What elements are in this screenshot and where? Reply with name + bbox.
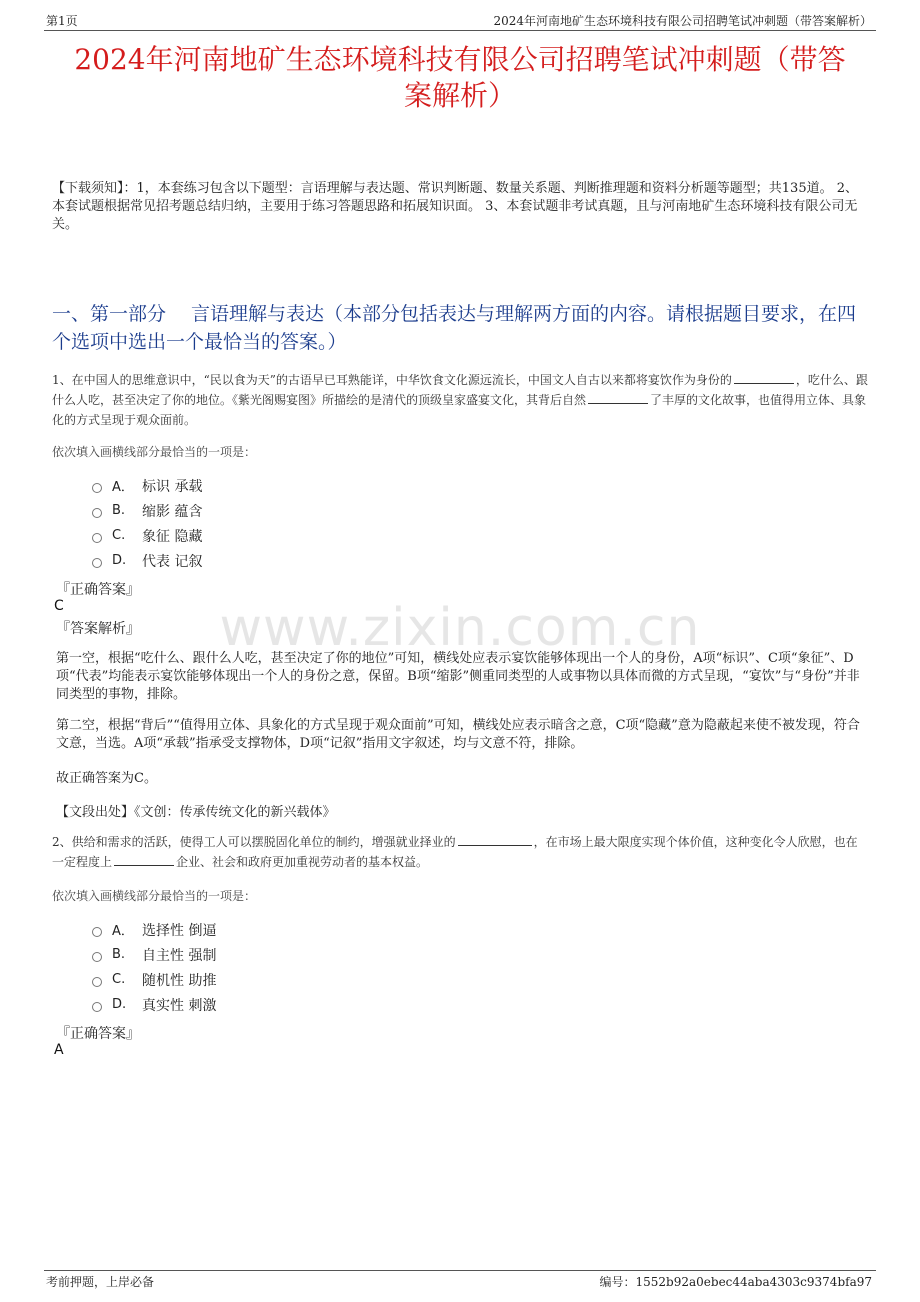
question-2-text-c: 企业、社会和政府更加重视劳动者的基本权益。 <box>176 855 429 869</box>
option-letter: B. <box>112 503 126 518</box>
question-1-option-d[interactable] <box>92 548 202 573</box>
option-letter: D. <box>112 553 127 568</box>
page-footer <box>44 1270 876 1289</box>
option-text: 象征 隐藏 <box>142 528 203 545</box>
question-2-prompt: 依次填入画横线部分最恰当的一项是： <box>52 889 257 903</box>
question-1-analysis-label: 『答案解析』 <box>56 621 140 637</box>
question-1-option-a[interactable] <box>92 473 202 498</box>
question-1-option-b[interactable] <box>92 498 202 523</box>
question-2-option-d[interactable] <box>92 992 216 1017</box>
watermark: www.zixin.com.cn <box>219 598 701 658</box>
option-text: 真实性 刺激 <box>142 997 217 1014</box>
document-title-line-2: 案解析） <box>403 79 516 112</box>
question-2-blank-1 <box>458 833 532 846</box>
question-2-options <box>92 917 216 1017</box>
question-1-analysis-2: 第二空，根据“背后”“值得用立体、具象化的方式呈现于观众面前”可知，横线处应表示暗含之意，C项“隐藏”意为隐蔽起来使不被发现，符合文意，当选。A项“承载”指承受支撑物体，D项“记叙”指用文字叙述，均与文意不符，排除。 <box>56 718 860 751</box>
question-1-blank-1 <box>734 371 794 384</box>
question-1-prompt: 依次填入画横线部分最恰当的一项是： <box>52 445 257 459</box>
option-text: 自主性 强制 <box>142 947 217 964</box>
radio-icon[interactable] <box>92 533 102 543</box>
question-1-conclusion: 故正确答案为C。 <box>56 771 157 786</box>
radio-icon[interactable] <box>92 1002 102 1012</box>
question-2-option-c[interactable] <box>92 967 216 992</box>
question-2-answer: A <box>54 1042 64 1058</box>
download-notice: 【下载须知】：1，本套练习包含以下题型：言语理解与表达题、常识判断题、数量关系题、判断推理题和资料分析题等题型；共135道。 2、本套试题根据常见招考题总结归纳，主要用于练习答题思路和拓展知识面。 3、本套试题非考试真题，且与河南地矿生态环境科技有限公司无关。 <box>52 181 858 232</box>
question-2-text-a: 2、供给和需求的活跃，使得工人可以摆脱固化单位的制约，增强就业择业的 <box>52 835 456 849</box>
question-1-answer-label: 『正确答案』 <box>56 582 140 598</box>
page-number: 第1页 <box>46 14 78 28</box>
question-1-stem <box>52 370 868 430</box>
question-1-answer: C <box>54 598 64 614</box>
question-1-text-a: 1、在中国人的思维意识中，“民以食为天”的古语早已耳熟能详，中华饮食文化源远流长，中国文人自古以来都将宴饮作为身份的 <box>52 373 732 387</box>
radio-icon[interactable] <box>92 952 102 962</box>
document-title <box>44 42 876 114</box>
option-letter: A． <box>112 480 134 495</box>
question-2-blank-2 <box>114 853 174 866</box>
question-2-text-b: ，在市场上最大限度实现个体价值，这种变化令人欣慰，也在一定程度上 <box>52 835 858 869</box>
option-letter: C. <box>112 528 126 543</box>
radio-icon[interactable] <box>92 483 102 493</box>
option-text: 标识 承载 <box>142 478 203 495</box>
question-2-option-a[interactable] <box>92 917 216 942</box>
question-1-options <box>92 473 202 573</box>
radio-icon[interactable] <box>92 558 102 568</box>
footer-doc-id: 编号：1552b92a0ebec44aba4303c9374bfa97 <box>599 1275 872 1289</box>
option-text: 代表 记叙 <box>142 553 203 570</box>
option-letter: C. <box>112 972 126 987</box>
option-text: 选择性 倒逼 <box>142 922 217 939</box>
question-2-answer-label: 『正确答案』 <box>56 1026 140 1042</box>
question-1-text-b: ，吃什么、跟什么人吃，甚至决定了你的地位。《紫光阁赐宴图》所描绘的是清代的顶级皇家盛宴文化，其背后自然 <box>52 373 868 407</box>
question-1-option-c[interactable] <box>92 523 202 548</box>
option-text: 随机性 助推 <box>142 972 217 989</box>
page-header <box>44 12 876 31</box>
question-2-stem <box>52 832 868 872</box>
question-1-analysis-1: 第一空，根据“吃什么、跟什么人吃，甚至决定了你的地位”可知，横线处应表示宴饮能够体现出一个人的身份，A项“标识”、C项“象征”、D项“代表”均能表示宴饮能够体现出一个人的身份之意，保留。B项“缩影”侧重同类型的人或事物以具体而微的方式呈现，“宴饮”与“身份”并非同类型的事物，排除。 <box>56 651 860 702</box>
option-letter: B. <box>112 947 126 962</box>
section-heading: 一、第一部分 言语理解与表达（本部分包括表达与理解两方面的内容。请根据题目要求，在四个选项中选出一个最恰当的答案。） <box>52 303 857 353</box>
radio-icon[interactable] <box>92 927 102 937</box>
footer-slogan: 考前押题，上岸必备 <box>46 1275 155 1289</box>
radio-icon[interactable] <box>92 508 102 518</box>
question-1-source: 【文段出处】《文创：传承传统文化的新兴载体》 <box>56 805 336 820</box>
question-1-blank-2 <box>588 391 648 404</box>
header-doc-title: 2024年河南地矿生态环境科技有限公司招聘笔试冲刺题（带答案解析） <box>493 14 872 28</box>
option-letter: A． <box>112 924 134 939</box>
radio-icon[interactable] <box>92 977 102 987</box>
question-2-option-b[interactable] <box>92 942 216 967</box>
option-letter: D. <box>112 997 127 1012</box>
document-title-line-1: 2024年河南地矿生态环境科技有限公司招聘笔试冲刺题（带答 <box>74 43 846 76</box>
option-text: 缩影 蕴含 <box>142 503 203 520</box>
question-1-text-c: 了丰厚的文化故事，也值得用立体、具象化的方式呈现于观众面前。 <box>52 393 867 427</box>
